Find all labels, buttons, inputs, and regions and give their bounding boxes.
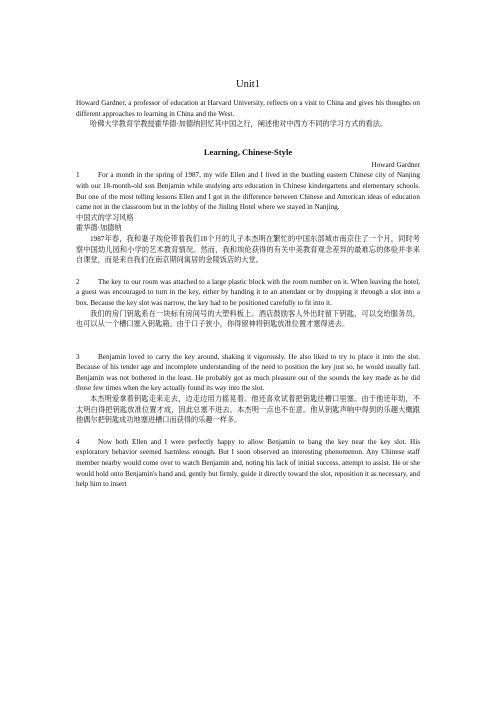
unit-title: Unit1: [236, 79, 260, 90]
paragraph-2-english: [76, 277, 420, 309]
paragraph-1-text: For a month in the spring of 1987, my wife Ellen and I lived in the bustling eastern Chinese city of Nanjing with our 18-month-old son Benjamin while studying arts education in Chinese kindergartens and elementary schools. But one of the most telling lessons Ellen and I got in the difference between Chinese and American ideas of education came not in the classroom but in the lobby of the Jinling Hotel where we stayed in Nanjing.: [76, 171, 420, 212]
chinese-article-author: 霍华德·加德纳: [76, 224, 122, 233]
paragraph-number: 4: [76, 437, 80, 446]
article-title: Learning, Chinese-Style: [203, 146, 293, 157]
paragraph-number: 1: [76, 171, 80, 180]
paragraph-number: 3: [76, 352, 80, 361]
paragraph-3-chinese: 本杰明爱拿着钥匙走来走去，边走边用力摇晃着。他还喜欢试着把钥匙往槽口里塞。由于他还年幼，不太明白得把钥匙放准位置才成，因此总塞不进去。本杰明一点也不在意。他从钥匙声响中得到的乐趣大概跟他偶尔把钥匙成功地塞进槽口而获得的乐趣一样多。: [76, 395, 420, 425]
article-author: Howard Gardner: [371, 160, 420, 169]
intro-chinese: 哈佛大学教育学教授霍华德·加德纳回忆其中国之行，阐述他对中西方不同的学习方式的看法。: [90, 120, 388, 129]
chinese-article-title: 中国式的学习风格: [76, 213, 134, 222]
paragraph-4-english: [76, 437, 420, 490]
paragraph-1-chinese: 1987年春，我和妻子埃伦带着我们18个月的儿子本杰明在繁忙的中国东部城市南京住了一个月，同时考察中国幼儿园和小学的艺术教育情况。然而，我和埃伦获得的有关中美教育观念差异的最难忘的体验并非来自课堂，而是来自我们在南京期间寓居的金陵饭店的大堂。: [76, 234, 420, 265]
intro-english: Howard Gardner, a professor of education at Harvard University, reflects on a visit to China and gives his thoughts on different approaches to learning in China and the West.: [76, 99, 420, 118]
paragraph-2-text: The key to our room was attached to a large plastic block with the room number on it. When leaving the hotel, a guest was encouraged to turn in the key, either by handing it to an attendant or by dropping it through a slot into a box. Because the key slot was narrow, the key had to be positioned carefully to fit into it.: [76, 277, 420, 307]
paragraph-3-text: Benjamin loved to carry the key around, shaking it vigorously. He also liked to try to place it into the slot. Because of his tender age and incomplete understanding of the need to position the key just so, he would usually fail. Benjamin was not bothered in the least. He probably got as much pleasure out of the sounds the key made as he did those few times when the key actually found its way into the slot.: [76, 352, 420, 393]
paragraph-4-text: Now both Ellen and I were perfectly happy to allow Benjamin to bang the key near the key slot. His exploratory behavior seemed harmless enough. But I soon observed an interesting phenomenon. Any Chinese staff member nearby would come over to watch Benjamin and, noting his lack of initial success, attempt to assist. He or she would hold onto Benjamin's hand and, gently but firmly, guide it directly toward the slot, reposition it as necessary, and help him to insert: [76, 437, 420, 489]
paragraph-number: 2: [76, 277, 80, 286]
paragraph-1-english: [76, 170, 420, 212]
document-page: [76, 78, 420, 490]
paragraph-3-english: [76, 352, 420, 394]
paragraph-2-chinese: 我们的房门钥匙系在一块标有房间号的大塑料板上。酒店鼓励客人外出时留下钥匙，可以交给服务员，也可以从一个槽口塞入钥匙箱。由于口子狭小，你得留神将钥匙放准位置才塞得进去。: [76, 309, 420, 329]
